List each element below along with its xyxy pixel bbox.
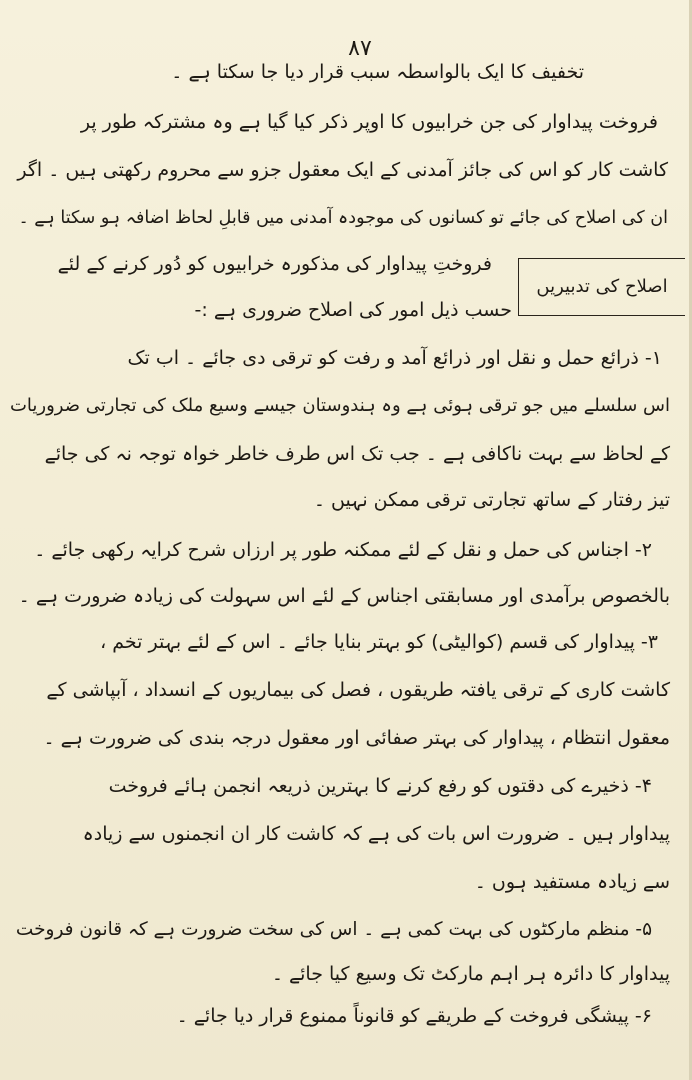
text-line: ۳- پیداوار کی قسم (کوالیٹی) کو بہتر بنایا جائے ۔ اس کے لئے بہتر تخم ، <box>100 631 658 653</box>
text-line: بالخصوص برآمدی اور مسابقتی اجناس کے لئے اس سہولت کی زیادہ ضرورت ہے ۔ <box>18 585 670 607</box>
text-line: اس سلسلے میں جو ترقی ہوئی ہے وہ ہندوستان جیسے وسیع ملک کی تجارتی ضروریات <box>9 395 670 416</box>
text-line: کاشت کاری کے ترقی یافتہ طریقوں ، فصل کی بیماریوں کے انسداد ، آبپاشی کے <box>46 679 670 701</box>
text-line: ۴- ذخیرے کی دقتوں کو رفع کرنے کا بہترین ذریعہ انجمن ہائے فروخت <box>108 775 652 797</box>
page-number: ۸۷ <box>348 36 372 61</box>
text-line: ۲- اجناس کی حمل و نقل کے لئے ممکنہ طور پر ارزاں شرح کرایہ رکھی جائے ۔ <box>34 539 652 561</box>
text-line: کے لحاظ سے بہت ناکافی ہے ۔ جب تک اس طرف خاطر خواہ توجہ نہ کی جائے <box>44 443 670 465</box>
text-line: حسب ذیل امور کی اصلاح ضروری ہے :- <box>194 299 512 321</box>
text-line: ۶- پیشگی فروخت کے طریقے کو قانوناً ممنوع قرار دیا جائے ۔ <box>176 1005 652 1027</box>
text-line: ۵- منظم مارکٹوں کی بہت کمی ہے ۔ اس کی سخت ضرورت ہے کہ قانون فروخت <box>15 919 652 940</box>
text-line: سے زیادہ مستفید ہوں ۔ <box>474 871 670 893</box>
text-line: فروخت پیداوار کی جن خرابیوں کا اوپر ذکر کیا گیا ہے وہ مشترکہ طور پر <box>80 111 658 133</box>
text-line: فروختِ پیداوار کی مذکورہ خرابیوں کو دُور کرنے کے لئے <box>57 253 492 275</box>
text-line: ان کی اصلاح کی جائے تو کسانوں کی موجودہ آمدنی میں قابلِ لحاظ اضافہ ہو سکتا ہے ۔ <box>18 208 668 228</box>
text-line: پیداوار کا دائرہ ہر اہم مارکٹ تک وسیع کیا جائے ۔ <box>271 963 670 985</box>
text-line: تخفیف کا ایک بالواسطہ سبب قرار دیا جا سکتا ہے ۔ <box>171 61 584 83</box>
side-heading: اصلاح کی تدبیریں <box>518 258 685 316</box>
text-line: پیداوار ہیں ۔ ضرورت اس بات کی ہے کہ کاشت کار ان انجمنوں سے زیادہ <box>82 823 670 845</box>
text-line: معقول انتظام ، پیداوار کی بہتر صفائی اور معقول درجہ بندی کی ضرورت ہے ۔ <box>43 727 670 749</box>
text-line: کاشت کار کو اس کی جائز آمدنی کے ایک معقول جزو سے محروم رکھتی ہیں ۔ اگر <box>17 159 668 181</box>
text-line: تیز رفتار کے ساتھ تجارتی ترقی ممکن نہیں ۔ <box>313 489 670 511</box>
text-line: ۱- ذرائع حمل و نقل اور ذرائع آمد و رفت کو ترقی دی جائے ۔ اب تک <box>127 347 662 369</box>
